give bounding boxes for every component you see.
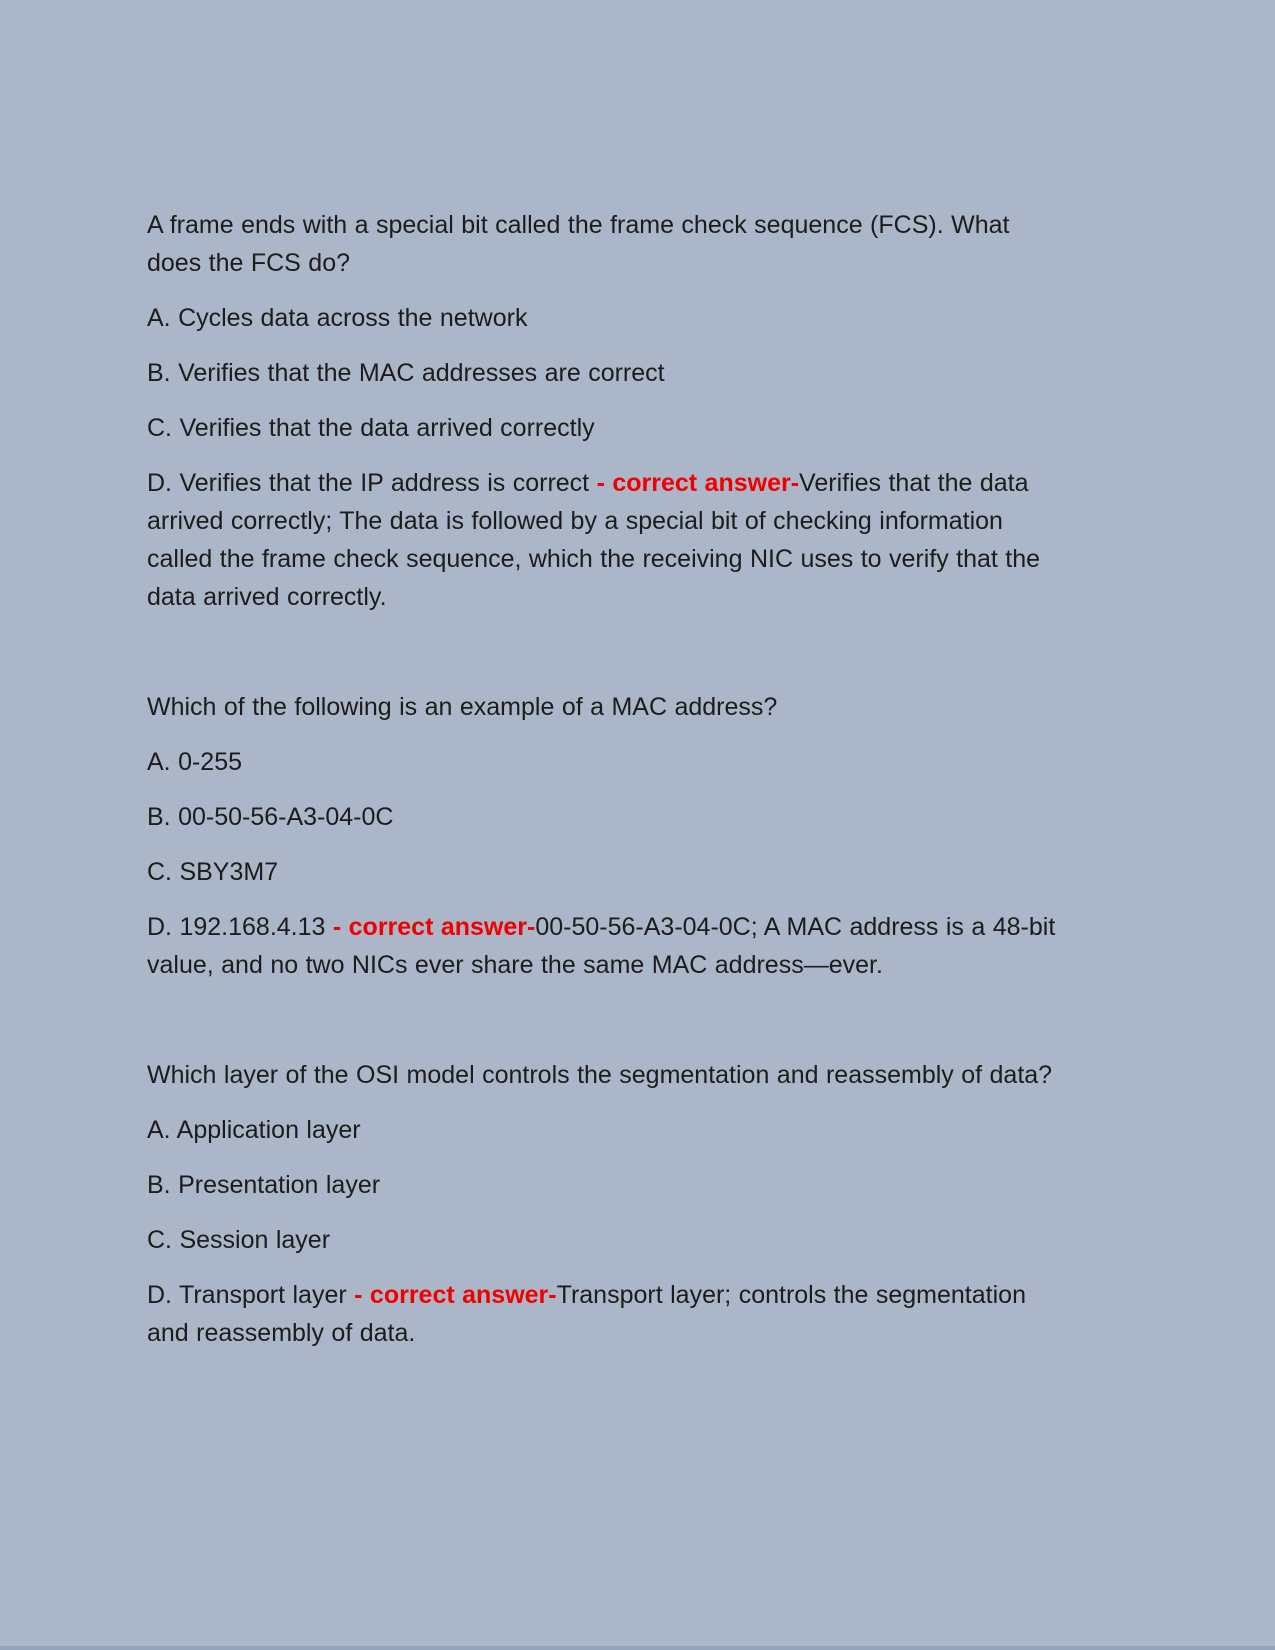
option-d-answer xyxy=(147,908,1068,984)
correct-answer-marker: - correct answer- xyxy=(332,913,536,941)
question-text: A frame ends with a special bit called the frame check sequence (FCS). What does the FCS do? xyxy=(147,211,1010,277)
answer-prefix: D. 192.168.4.13 xyxy=(147,913,333,941)
question-text: Which of the following is an example of a MAC address? xyxy=(147,693,778,721)
question-block-2 xyxy=(147,688,1275,984)
correct-answer-marker: - correct answer- xyxy=(596,469,800,497)
option-d-answer xyxy=(147,464,1068,616)
option-a: A. Application layer xyxy=(147,1116,361,1144)
answer-prefix: D. Verifies that the IP address is correct xyxy=(147,469,597,497)
option-b: B. Verifies that the MAC addresses are correct xyxy=(147,359,665,387)
answer-prefix: D. Transport layer xyxy=(147,1281,355,1309)
question-block-3 xyxy=(147,1056,1275,1352)
answer-body: Transport layer; controls the segmentation and reassembly of data. xyxy=(147,1281,1026,1347)
option-c: C. Verifies that the data arrived correctly xyxy=(147,414,595,442)
page-bottom-edge xyxy=(0,1646,1275,1650)
option-c: C. Session layer xyxy=(147,1226,331,1254)
option-a: A. Cycles data across the network xyxy=(147,304,528,332)
option-d-answer xyxy=(147,1276,1068,1352)
option-b: B. 00-50-56-A3-04-0C xyxy=(147,803,394,831)
question-block-1 xyxy=(147,206,1275,616)
correct-answer-marker: - correct answer- xyxy=(354,1281,557,1309)
option-a: A. 0-255 xyxy=(147,748,243,776)
option-b: B. Presentation layer xyxy=(147,1171,381,1199)
answer-body: Verifies that the data arrived correctly; The data is followed by a special bit of checking information called the frame check sequence, which the receiving NIC uses to verify that the data arrived correctly. xyxy=(147,469,1041,611)
answer-body: 00-50-56-A3-04-0C; A MAC address is a 48-bit value, and no two NICs ever share the same MAC address—ever. xyxy=(147,913,1056,979)
option-c: C. SBY3M7 xyxy=(147,858,279,886)
question-text: Which layer of the OSI model controls the segmentation and reassembly of data? xyxy=(147,1061,1053,1089)
